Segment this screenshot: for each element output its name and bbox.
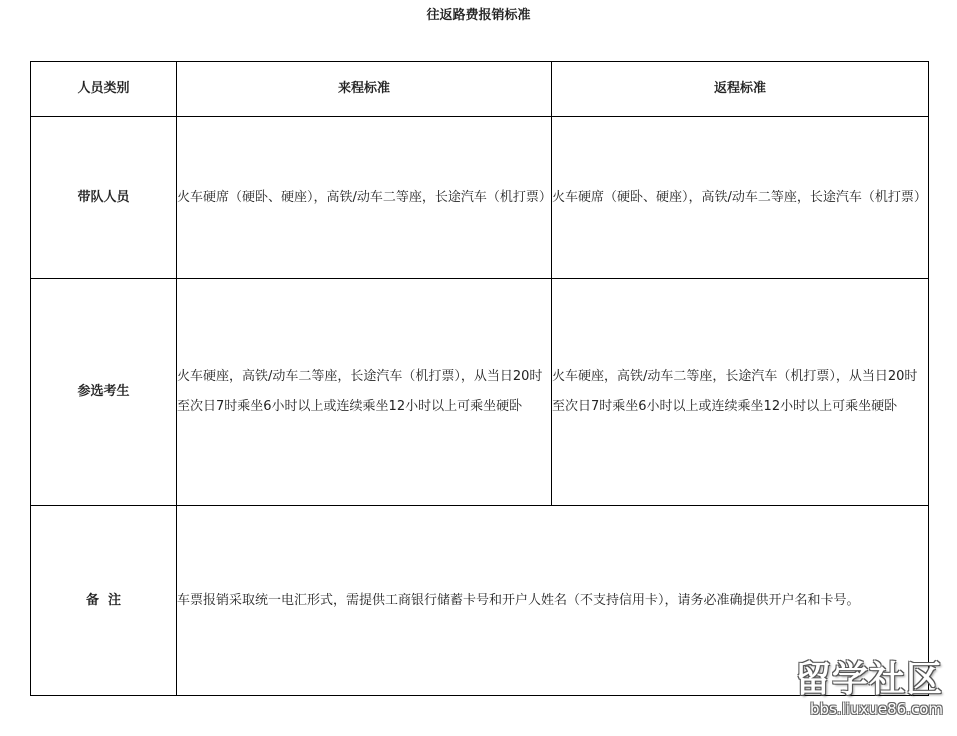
page-title: 往返路费报销标准: [426, 8, 531, 23]
row-category: 带队人员: [31, 117, 177, 279]
row-return-standard: 火车硬席（硬卧、硬座），高铁/动车二等座，长途汽车（机打票）: [552, 117, 929, 279]
table-row: [31, 117, 929, 279]
site-watermark: [767, 660, 943, 724]
header-category: 人员类别: [31, 62, 177, 117]
reimbursement-table: [30, 61, 929, 696]
watermark-url: bbs.liuxue86.com: [810, 700, 943, 718]
note-text: 车票报销采取统一电汇形式，需提供工商银行储蓄卡号和开户人姓名（不支持信用卡），请务必准确提供开户名和卡号。: [177, 506, 929, 696]
row-return-standard: 火车硬座，高铁/动车二等座，长途汽车（机打票），从当日20时至次日7时乘坐6小时以上或连续乘坐12小时以上可乘坐硬卧: [552, 279, 929, 506]
watermark-brand: 留学社区: [794, 659, 943, 700]
row-category: 参选考生: [31, 279, 177, 506]
header-outbound: 来程标准: [177, 62, 552, 117]
row-outbound-standard: 火车硬席（硬卧、硬座），高铁/动车二等座，长途汽车（机打票）: [177, 117, 552, 279]
table-header-row: [31, 62, 929, 117]
row-outbound-standard: 火车硬座，高铁/动车二等座，长途汽车（机打票），从当日20时至次日7时乘坐6小时以上或连续乘坐12小时以上可乘坐硬卧: [177, 279, 552, 506]
header-return: 返程标准: [552, 62, 929, 117]
table-row: [31, 279, 929, 506]
note-label: 备 注: [31, 506, 177, 696]
